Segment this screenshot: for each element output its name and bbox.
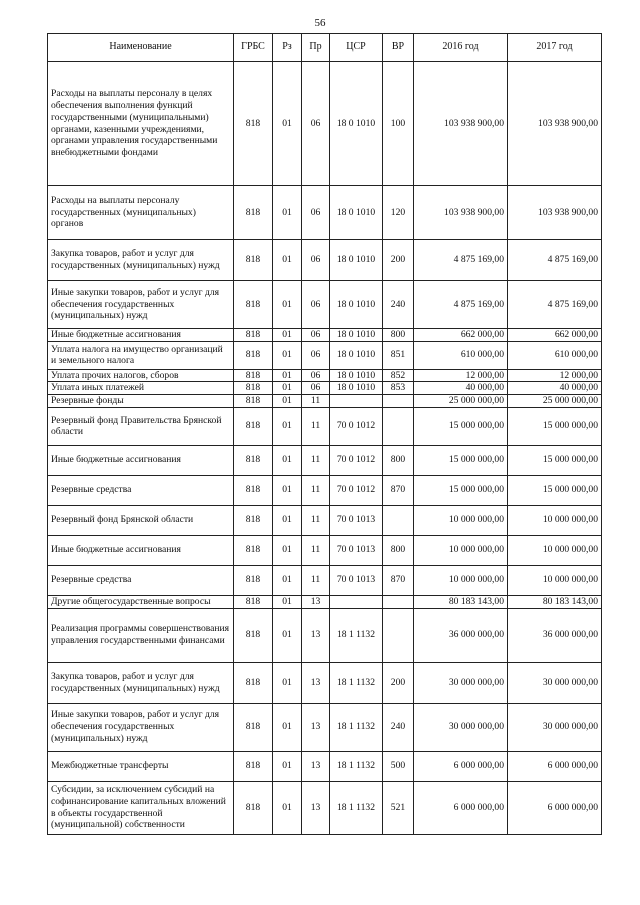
row-grbs: 818 <box>234 62 273 186</box>
row-name: Резервные средства <box>48 475 234 505</box>
row-rz: 01 <box>273 662 302 703</box>
row-pr: 13 <box>302 595 330 608</box>
row-pr: 11 <box>302 535 330 565</box>
row-vr: 500 <box>383 751 414 781</box>
table-row <box>48 382 602 395</box>
row-csr: 70 0 1012 <box>330 445 383 475</box>
row-name: Иные бюджетные ассигнования <box>48 445 234 475</box>
row-csr: 70 0 1012 <box>330 407 383 445</box>
row-grbs: 818 <box>234 445 273 475</box>
row-grbs: 818 <box>234 703 273 751</box>
table-row <box>48 475 602 505</box>
row-2017: 30 000 000,00 <box>508 703 602 751</box>
row-name: Резервные средства <box>48 565 234 595</box>
row-rz: 01 <box>273 595 302 608</box>
page-number: 56 <box>314 17 326 29</box>
row-grbs: 818 <box>234 475 273 505</box>
row-csr: 18 0 1010 <box>330 382 383 395</box>
row-2017: 103 938 900,00 <box>508 186 602 240</box>
row-2017: 15 000 000,00 <box>508 407 602 445</box>
row-grbs: 818 <box>234 329 273 342</box>
row-name: Уплата прочих налогов, сборов <box>48 369 234 382</box>
row-2016: 610 000,00 <box>414 341 508 369</box>
row-grbs: 818 <box>234 662 273 703</box>
row-grbs: 818 <box>234 565 273 595</box>
row-pr: 11 <box>302 565 330 595</box>
row-vr: 800 <box>383 329 414 342</box>
col-header-pr: Пр <box>302 34 330 62</box>
table-row <box>48 407 602 445</box>
row-2016: 10 000 000,00 <box>414 565 508 595</box>
row-csr <box>330 395 383 408</box>
row-2016: 12 000,00 <box>414 369 508 382</box>
budget-table <box>47 33 602 835</box>
row-grbs: 818 <box>234 369 273 382</box>
table-row <box>48 781 602 834</box>
table-row <box>48 565 602 595</box>
table-row <box>48 341 602 369</box>
table-row <box>48 595 602 608</box>
row-pr: 13 <box>302 662 330 703</box>
row-2017: 10 000 000,00 <box>508 505 602 535</box>
row-2016: 80 183 143,00 <box>414 595 508 608</box>
row-rz: 01 <box>273 505 302 535</box>
row-2016: 30 000 000,00 <box>414 703 508 751</box>
row-csr: 18 1 1132 <box>330 703 383 751</box>
row-name: Закупка товаров, работ и услуг для государственных (муниципальных) нужд <box>48 662 234 703</box>
row-2016: 15 000 000,00 <box>414 407 508 445</box>
row-vr: 200 <box>383 240 414 281</box>
row-grbs: 818 <box>234 382 273 395</box>
row-csr: 18 0 1010 <box>330 240 383 281</box>
row-rz: 01 <box>273 186 302 240</box>
row-vr <box>383 608 414 662</box>
row-2017: 80 183 143,00 <box>508 595 602 608</box>
row-2017: 610 000,00 <box>508 341 602 369</box>
row-grbs: 818 <box>234 240 273 281</box>
row-name: Иные закупки товаров, работ и услуг для обеспечения государственных (муниципальных) нужд <box>48 703 234 751</box>
row-vr: 120 <box>383 186 414 240</box>
row-csr: 18 0 1010 <box>330 281 383 329</box>
row-2017: 6 000 000,00 <box>508 781 602 834</box>
row-pr: 13 <box>302 608 330 662</box>
row-name: Уплата налога на имущество организаций и земельного налога <box>48 341 234 369</box>
row-2017: 4 875 169,00 <box>508 240 602 281</box>
row-csr: 18 0 1010 <box>330 329 383 342</box>
row-rz: 01 <box>273 608 302 662</box>
row-csr: 70 0 1013 <box>330 535 383 565</box>
row-name: Иные бюджетные ассигнования <box>48 535 234 565</box>
row-2017: 36 000 000,00 <box>508 608 602 662</box>
row-2016: 103 938 900,00 <box>414 186 508 240</box>
row-pr: 11 <box>302 407 330 445</box>
table-row <box>48 662 602 703</box>
row-2016: 15 000 000,00 <box>414 445 508 475</box>
row-vr <box>383 505 414 535</box>
row-rz: 01 <box>273 382 302 395</box>
row-2017: 12 000,00 <box>508 369 602 382</box>
table-row <box>48 535 602 565</box>
row-2016: 4 875 169,00 <box>414 281 508 329</box>
row-2016: 30 000 000,00 <box>414 662 508 703</box>
row-2016: 25 000 000,00 <box>414 395 508 408</box>
row-vr: 200 <box>383 662 414 703</box>
row-csr: 18 1 1132 <box>330 662 383 703</box>
row-vr: 851 <box>383 341 414 369</box>
row-name: Межбюджетные трансферты <box>48 751 234 781</box>
row-2016: 662 000,00 <box>414 329 508 342</box>
row-pr: 06 <box>302 281 330 329</box>
row-2017: 10 000 000,00 <box>508 535 602 565</box>
row-2016: 6 000 000,00 <box>414 781 508 834</box>
row-csr: 70 0 1013 <box>330 505 383 535</box>
row-vr: 240 <box>383 703 414 751</box>
row-pr: 06 <box>302 329 330 342</box>
row-rz: 01 <box>273 751 302 781</box>
row-grbs: 818 <box>234 535 273 565</box>
table-row <box>48 751 602 781</box>
table-row <box>48 608 602 662</box>
row-name: Резервные фонды <box>48 395 234 408</box>
row-2017: 10 000 000,00 <box>508 565 602 595</box>
row-grbs: 818 <box>234 341 273 369</box>
row-pr: 06 <box>302 382 330 395</box>
row-pr: 06 <box>302 341 330 369</box>
row-pr: 11 <box>302 445 330 475</box>
row-2016: 10 000 000,00 <box>414 535 508 565</box>
table-row <box>48 281 602 329</box>
row-vr <box>383 395 414 408</box>
row-2016: 103 938 900,00 <box>414 62 508 186</box>
row-vr <box>383 407 414 445</box>
table-row <box>48 240 602 281</box>
table-row <box>48 445 602 475</box>
row-rz: 01 <box>273 281 302 329</box>
table-row <box>48 395 602 408</box>
row-rz: 01 <box>273 565 302 595</box>
row-rz: 01 <box>273 329 302 342</box>
row-vr: 100 <box>383 62 414 186</box>
row-grbs: 818 <box>234 751 273 781</box>
row-name: Уплата иных платежей <box>48 382 234 395</box>
table-row <box>48 703 602 751</box>
row-2017: 40 000,00 <box>508 382 602 395</box>
row-name: Субсидии, за исключением субсидий на софинансирование капитальных вложений в объекты государственной (муниципальной) собственности <box>48 781 234 834</box>
row-name: Расходы на выплаты персоналу в целях обеспечения выполнения функций государственными (муниципальными) органами, казенными учреждениями, органами управления государственными внебюджетными фондами <box>48 62 234 186</box>
col-header-rz: Рз <box>273 34 302 62</box>
row-csr: 18 0 1010 <box>330 369 383 382</box>
row-pr: 11 <box>302 395 330 408</box>
row-vr: 852 <box>383 369 414 382</box>
row-vr: 800 <box>383 535 414 565</box>
table-row <box>48 329 602 342</box>
row-vr: 870 <box>383 565 414 595</box>
row-grbs: 818 <box>234 407 273 445</box>
row-pr: 06 <box>302 62 330 186</box>
row-2017: 15 000 000,00 <box>508 475 602 505</box>
row-rz: 01 <box>273 703 302 751</box>
row-2016: 4 875 169,00 <box>414 240 508 281</box>
row-csr: 18 0 1010 <box>330 186 383 240</box>
row-2016: 40 000,00 <box>414 382 508 395</box>
row-csr: 18 0 1010 <box>330 62 383 186</box>
row-rz: 01 <box>273 475 302 505</box>
row-vr: 853 <box>383 382 414 395</box>
row-vr <box>383 595 414 608</box>
table-row <box>48 62 602 186</box>
row-pr: 11 <box>302 475 330 505</box>
row-grbs: 818 <box>234 781 273 834</box>
table-row <box>48 505 602 535</box>
row-2016: 10 000 000,00 <box>414 505 508 535</box>
row-pr: 06 <box>302 186 330 240</box>
row-rz: 01 <box>273 240 302 281</box>
row-pr: 06 <box>302 369 330 382</box>
row-csr: 18 1 1132 <box>330 751 383 781</box>
row-2016: 36 000 000,00 <box>414 608 508 662</box>
row-name: Закупка товаров, работ и услуг для государственных (муниципальных) нужд <box>48 240 234 281</box>
row-pr: 13 <box>302 751 330 781</box>
row-grbs: 818 <box>234 281 273 329</box>
row-2017: 30 000 000,00 <box>508 662 602 703</box>
row-2016: 6 000 000,00 <box>414 751 508 781</box>
row-grbs: 818 <box>234 395 273 408</box>
row-rz: 01 <box>273 781 302 834</box>
row-rz: 01 <box>273 535 302 565</box>
row-grbs: 818 <box>234 595 273 608</box>
row-name: Другие общегосударственные вопросы <box>48 595 234 608</box>
row-grbs: 818 <box>234 505 273 535</box>
row-pr: 13 <box>302 781 330 834</box>
row-rz: 01 <box>273 341 302 369</box>
row-csr: 18 1 1132 <box>330 781 383 834</box>
row-2017: 6 000 000,00 <box>508 751 602 781</box>
col-header-2016: 2016 год <box>414 34 508 62</box>
row-2017: 662 000,00 <box>508 329 602 342</box>
row-csr: 18 1 1132 <box>330 608 383 662</box>
col-header-name: Наименование <box>48 34 234 62</box>
row-rz: 01 <box>273 62 302 186</box>
row-rz: 01 <box>273 395 302 408</box>
row-rz: 01 <box>273 407 302 445</box>
row-csr <box>330 595 383 608</box>
col-header-vr: ВР <box>383 34 414 62</box>
table-header-row <box>48 34 602 62</box>
row-pr: 06 <box>302 240 330 281</box>
row-pr: 11 <box>302 505 330 535</box>
row-2017: 15 000 000,00 <box>508 445 602 475</box>
row-vr: 870 <box>383 475 414 505</box>
row-2017: 103 938 900,00 <box>508 62 602 186</box>
table-row <box>48 369 602 382</box>
col-header-csr: ЦСР <box>330 34 383 62</box>
row-pr: 13 <box>302 703 330 751</box>
col-header-2017: 2017 год <box>508 34 602 62</box>
row-vr: 521 <box>383 781 414 834</box>
row-name: Резервный фонд Правительства Брянской области <box>48 407 234 445</box>
row-name: Расходы на выплаты персоналу государственных (муниципальных) органов <box>48 186 234 240</box>
row-csr: 70 0 1012 <box>330 475 383 505</box>
row-csr: 70 0 1013 <box>330 565 383 595</box>
row-vr: 800 <box>383 445 414 475</box>
row-rz: 01 <box>273 369 302 382</box>
row-2017: 4 875 169,00 <box>508 281 602 329</box>
row-csr: 18 0 1010 <box>330 341 383 369</box>
row-name: Реализация программы совершенствования управления государственными финансами <box>48 608 234 662</box>
row-grbs: 818 <box>234 608 273 662</box>
row-2017: 25 000 000,00 <box>508 395 602 408</box>
row-2016: 15 000 000,00 <box>414 475 508 505</box>
table-row <box>48 186 602 240</box>
row-name: Резервный фонд Брянской области <box>48 505 234 535</box>
row-name: Иные закупки товаров, работ и услуг для обеспечения государственных (муниципальных) нужд <box>48 281 234 329</box>
row-rz: 01 <box>273 445 302 475</box>
row-grbs: 818 <box>234 186 273 240</box>
row-vr: 240 <box>383 281 414 329</box>
row-name: Иные бюджетные ассигнования <box>48 329 234 342</box>
col-header-grbs: ГРБС <box>234 34 273 62</box>
